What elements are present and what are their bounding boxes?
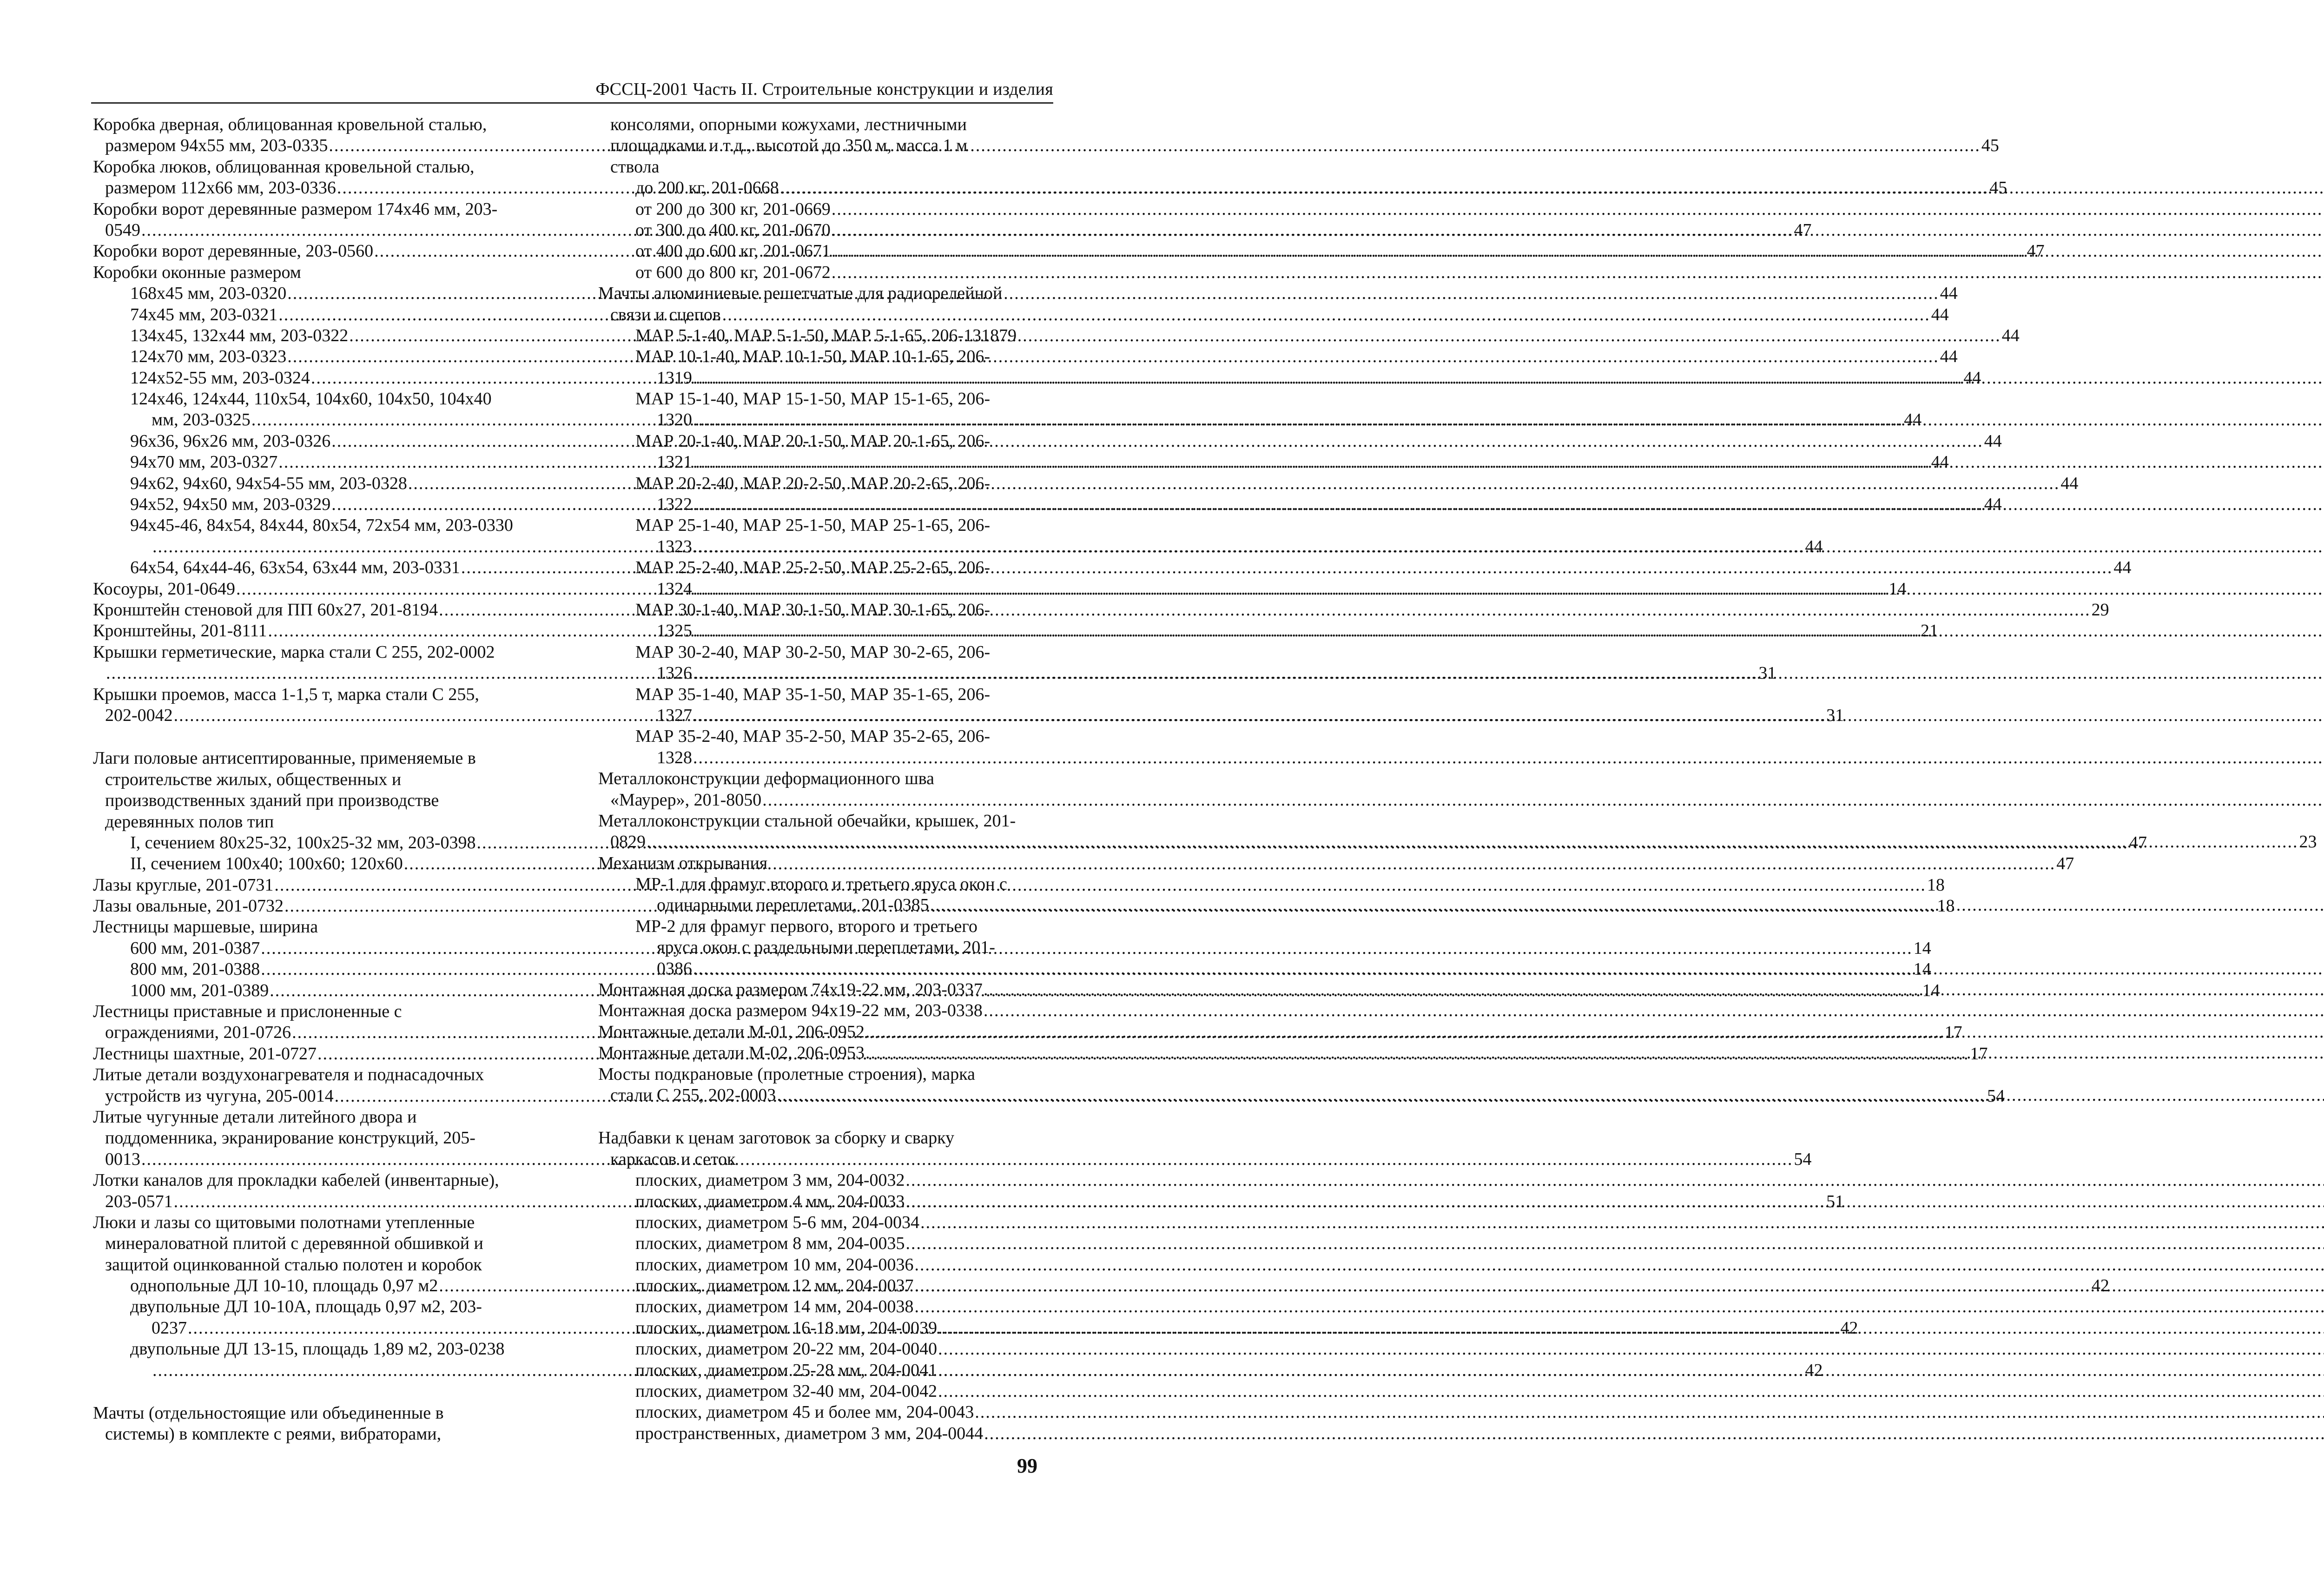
index-line — [598, 346, 1047, 367]
index-entry-text: ограждениями, 201-0726 — [105, 1023, 291, 1043]
index-page-ref: 17 — [1944, 1023, 1962, 1043]
index-page-ref: 14 — [1913, 938, 1931, 958]
index-line — [598, 178, 1047, 198]
index-entry-text: 94x62, 94x60, 94x54-55 мм, 203-0328 — [130, 473, 407, 493]
index-entry-text: 600 мм, 201-0387 — [130, 938, 260, 958]
index-entry-text: размером 112x66 мм, 203-0336 — [105, 178, 336, 198]
index-line — [598, 1170, 1047, 1191]
index-page-ref: 44 — [2113, 558, 2132, 578]
index-entry-text: плоских, диаметром 20-22 мм, 204-0040 — [635, 1339, 938, 1359]
index-page-ref: 45 — [1981, 136, 1999, 156]
index-entry-text: 0549 — [105, 220, 140, 240]
index-line — [598, 874, 1047, 895]
index-line — [598, 642, 1047, 663]
index-line — [598, 684, 1047, 705]
index-line — [598, 1381, 1047, 1402]
index-entry-text: Коробки ворот деревянные размером 174x46 мм, 203- — [93, 199, 498, 219]
index-entry-text: 1321 — [657, 452, 692, 472]
index-entry-text: 800 мм, 201-0388 — [130, 959, 260, 979]
index-line — [93, 1233, 532, 1254]
index-line — [598, 220, 1047, 241]
running-header — [91, 75, 1053, 104]
index-line — [93, 1296, 532, 1317]
index-line — [598, 262, 1047, 283]
index-line — [598, 1339, 1047, 1360]
dot-leader — [832, 220, 2324, 241]
index-entry-text: Монтажная доска размером 94x19-22 мм, 203-0338 — [598, 1001, 983, 1021]
dot-leader — [762, 790, 2324, 811]
index-line — [93, 1128, 532, 1149]
dot-leader — [832, 241, 2324, 262]
index-entry-text: Коробки оконные размером — [93, 262, 301, 282]
index-line — [598, 895, 1047, 916]
index-page-ref: 18 — [1927, 875, 1945, 895]
dot-leader — [906, 1170, 2324, 1191]
dot-leader — [329, 135, 1981, 156]
index-entry-text: от 300 до 400 кг, 201-0670 — [635, 220, 831, 240]
index-line — [93, 114, 532, 135]
index-entry-text: МАР 20-1-40, МАР 20-1-50, МАР 20-1-65, 206- — [635, 431, 990, 451]
dot-leader — [984, 1000, 2324, 1021]
index-page-ref: 14 — [1888, 579, 1907, 599]
dot-leader — [906, 1233, 2324, 1254]
index-entry-text: Мачты (отдельностоящие или объединенные в — [93, 1403, 444, 1423]
index-entry-text: МАР 5-1-40, МАР 5-1-50, МАР 5-1-65, 206-131879 — [635, 325, 1017, 345]
dot-leader — [693, 579, 2324, 600]
index-entry-text: двупольные ДЛ 13-15, площадь 1,89 м2, 203-0238 — [130, 1339, 505, 1359]
dot-leader — [780, 178, 2324, 198]
index-line — [598, 135, 1047, 156]
index-entry-text: плоских, диаметром 3 мм, 204-0032 — [635, 1170, 905, 1190]
index-page-ref: 42 — [1840, 1318, 1858, 1338]
index-entry-text: I, сечением 80x25-32, 100x25-32 мм, 203-0398 — [130, 832, 476, 852]
index-page-ref: 51 — [1826, 1191, 1844, 1211]
index-entry-text: МАР 30-2-40, МАР 30-2-50, МАР 30-2-65, 206- — [635, 642, 990, 662]
index-entry-text: 0386 — [657, 958, 692, 978]
index-page-ref: 54 — [1794, 1149, 1812, 1169]
index-entry-text: от 400 до 600 кг, 201-0671 — [635, 241, 831, 261]
index-line — [598, 1275, 1047, 1296]
index-line — [598, 663, 1047, 684]
index-entry-text: площадками и т.д., высотой до 350 м, масса 1 м — [610, 136, 968, 156]
index-page-ref: 47 — [2027, 241, 2045, 261]
index-line — [598, 811, 1047, 832]
index-line — [598, 473, 1047, 494]
index-entry-text: МАР 25-1-40, МАР 25-1-50, МАР 25-1-65, 206- — [635, 515, 990, 535]
dot-leader — [865, 1043, 2324, 1064]
dot-leader — [984, 979, 2324, 1000]
dot-leader — [693, 494, 2324, 515]
index-entry-text: 96x36, 96x26 мм, 203-0326 — [130, 431, 331, 451]
index-entry-text: плоских, диаметром 8 мм, 204-0035 — [635, 1234, 905, 1254]
dot-leader — [693, 958, 2324, 979]
header-title: ФССЦ-2001 Часть II. Строительные конструкции и изделия — [595, 79, 1053, 99]
index-entry-text: деревянных полов тип — [105, 812, 274, 832]
index-line — [598, 1043, 1047, 1064]
index-entry-text: 94x45-46, 84x54, 84x44, 80x54, 72x54 мм, 203-0330 — [130, 515, 513, 535]
index-page-ref: 44 — [2001, 325, 2020, 345]
index-page-ref: 42 — [1805, 1360, 1823, 1380]
index-line — [598, 494, 1047, 515]
index-entry-text: защитой оцинкованной сталью полотен и коробок — [105, 1255, 482, 1275]
index-entry-text: 1328 — [657, 747, 692, 767]
index-line — [93, 726, 532, 748]
index-entry-text: 124x70 мм, 203-0323 — [130, 347, 287, 367]
index-line — [598, 325, 1047, 346]
index-line — [93, 515, 532, 536]
dot-leader — [938, 1339, 2324, 1360]
index-line — [598, 853, 1047, 874]
index-line — [598, 958, 1047, 979]
dot-leader — [915, 1296, 2324, 1317]
index-line — [598, 283, 1047, 304]
index-entry-text: Мосты подкрановые (пролетные строения), марка — [598, 1064, 976, 1084]
index-line — [598, 241, 1047, 262]
index-entry-text: 202-0042 — [105, 705, 173, 725]
index-entry-text: одинарными переплетами, 201-0385 — [657, 895, 929, 915]
index-line — [598, 705, 1047, 726]
dot-leader — [693, 747, 2324, 768]
index-entry-text: плоских, диаметром 32-40 мм, 204-0042 — [635, 1381, 938, 1401]
index-line — [598, 410, 1047, 430]
index-entry-text: Кронштейны, 201-8111 — [93, 621, 267, 641]
index-page-ref: 44 — [1963, 368, 1981, 388]
index-entry-text: Мачты алюминиевые решетчатые для радиорелейной — [598, 284, 1003, 304]
index-line — [598, 1212, 1047, 1233]
index-entry-text: МР-2 для фрамуг первого, второго и третьего — [635, 916, 977, 936]
index-line — [93, 748, 532, 769]
index-entry-text: 1323 — [657, 536, 692, 556]
index-page-ref: 54 — [1987, 1086, 2005, 1106]
dot-leader — [915, 1255, 2324, 1275]
index-entry-text: 168x45 мм, 203-0320 — [130, 284, 287, 304]
dot-leader — [349, 325, 2001, 346]
dot-leader — [693, 368, 2324, 389]
index-line — [598, 979, 1047, 1000]
index-line — [598, 1106, 1047, 1128]
index-line — [598, 1128, 1047, 1149]
index-entry-text: 134x45, 132x44 мм, 203-0322 — [130, 325, 349, 345]
index-line — [598, 937, 1047, 958]
index-entry-text: МР-1 для фрамуг второго и третьего яруса окон с — [635, 874, 1007, 894]
dot-leader — [975, 1402, 2324, 1423]
index-entry-text: 1326 — [657, 663, 692, 683]
index-entry-text: от 200 до 300 кг, 201-0669 — [635, 199, 831, 219]
index-line — [598, 157, 1047, 178]
index-entry-text: Лаги половые антисептированные, применяемые в — [93, 748, 476, 768]
index-entry-text: 203-0571 — [105, 1191, 173, 1211]
index-line — [93, 812, 532, 832]
index-line — [598, 1022, 1047, 1043]
dot-leader — [693, 452, 2324, 473]
index-entry-text: 1324 — [657, 579, 692, 599]
dot-leader — [832, 199, 2324, 220]
dot-leader — [865, 1022, 2324, 1043]
index-entry-text: Литые чугунные детали литейного двора и — [93, 1107, 417, 1127]
dot-leader — [938, 1381, 2324, 1402]
index-entry-text: стали С 255, 202-0003 — [610, 1085, 776, 1105]
index-entry-text: МАР 10-1-40, МАР 10-1-50, МАР 10-1-65, 206- — [635, 347, 990, 367]
index-entry-text: Надбавки к ценам заготовок за сборку и сварку — [598, 1128, 955, 1148]
dot-leader — [274, 875, 1926, 896]
index-entry-text: Лестницы маршевые, ширина — [93, 917, 318, 937]
index-entry-text: Коробка люков, облицованная кровельной сталью, — [93, 157, 475, 177]
index-line — [93, 1212, 532, 1233]
index-entry-text: Монтажная доска размером 74x19-22 мм, 203-0337 — [598, 980, 983, 1000]
index-entry-text: каркасов и сеток — [610, 1149, 736, 1169]
index-line — [598, 199, 1047, 220]
index-line — [93, 1339, 532, 1360]
index-page-ref: 31 — [1758, 663, 1776, 683]
index-entry-text: Механизм открывания — [598, 853, 768, 873]
index-line — [598, 579, 1047, 600]
index-line — [93, 157, 532, 178]
index-entry-text: МАР 15-1-40, МАР 15-1-50, МАР 15-1-65, 206- — [635, 389, 990, 409]
index-page-ref: 44 — [1940, 284, 1958, 304]
dot-leader — [647, 832, 2298, 852]
index-entry-text: 64x54, 64x44-46, 63x54, 63x44 мм, 203-0331 — [130, 558, 460, 578]
index-entry-text: системы) в комплекте с реями, вибраторами, — [105, 1424, 442, 1444]
index-entry-text: Лестницы шахтные, 201-0727 — [93, 1044, 317, 1064]
dot-leader — [693, 705, 2324, 726]
index-line — [598, 304, 1047, 325]
index-entry-text: 0013 — [105, 1149, 140, 1169]
index-entry-text: Лотки каналов для прокладки кабелей (инвентарные), — [93, 1170, 499, 1190]
index-line — [598, 1064, 1047, 1085]
index-entry-text: устройств из чугуна, 205-0014 — [105, 1086, 334, 1106]
index-line — [93, 642, 532, 663]
index-page-ref: 47 — [2129, 832, 2147, 852]
index-line — [598, 1360, 1047, 1381]
dot-leader — [938, 1318, 2324, 1339]
index-entry-text: 1325 — [657, 621, 692, 641]
index-page-ref: 44 — [1984, 495, 2002, 515]
index-entry-text: плоских, диаметром 12 мм, 204-0037 — [635, 1276, 914, 1296]
index-line — [93, 262, 532, 283]
index-line — [598, 1318, 1047, 1339]
index-line — [93, 1424, 532, 1445]
index-page-ref: 44 — [1931, 452, 1949, 472]
index-entry-text: 1000 мм, 201-0389 — [130, 980, 269, 1000]
index-entry-text: яруса окон с раздельными переплетами, 201- — [657, 938, 996, 958]
index-line — [598, 536, 1047, 557]
index-line — [598, 1149, 1047, 1170]
index-page-ref: 47 — [2056, 854, 2074, 874]
index-line — [598, 726, 1047, 747]
index-line — [598, 1255, 1047, 1275]
dot-leader — [920, 1212, 2324, 1233]
dot-leader — [832, 262, 2324, 283]
dot-leader — [938, 1360, 2324, 1381]
page-number: 99 — [1017, 1454, 1037, 1477]
dot-leader — [777, 1085, 2324, 1106]
index-entry-text: Литые детали воздухонагревателя и поднасадочных — [93, 1065, 484, 1085]
index-entry-text: 124x46, 124x44, 110x54, 104x60, 104x50, 104x40 — [130, 389, 492, 409]
index-line — [598, 1191, 1047, 1212]
index-entry-text: плоских, диаметром 14 мм, 204-0038 — [635, 1297, 914, 1317]
index-entry-text: Лазы круглые, 201-0731 — [93, 875, 274, 895]
index-entry-text: плоских, диаметром 5-6 мм, 204-0034 — [635, 1212, 920, 1232]
index-page-ref: 14 — [1913, 959, 1931, 979]
index-page-ref: 17 — [1970, 1044, 1988, 1064]
index-line — [598, 1233, 1047, 1254]
index-line — [93, 1255, 532, 1275]
dot-leader — [693, 621, 2324, 641]
dot-leader — [984, 1423, 2324, 1444]
index-entry-text: МАР 20-2-40, МАР 20-2-50, МАР 20-2-65, 206- — [635, 473, 990, 493]
index-entry-text: Люки и лазы со щитовыми полотнами утепленные — [93, 1212, 475, 1232]
index-line — [93, 917, 532, 938]
index-entry-text: производственных зданий при производстве — [105, 791, 439, 811]
index-line — [93, 1064, 532, 1085]
index-entry-text: 1320 — [657, 410, 692, 430]
index-line — [598, 452, 1047, 473]
index-entry-text: Крышки проемов, масса 1-1,5 т, марка стали С 255, — [93, 684, 479, 704]
index-entry-text: Монтажные детали М-02, 206-0953 — [598, 1043, 865, 1063]
index-line — [598, 431, 1047, 452]
index-line — [598, 1423, 1047, 1444]
index-page-ref: 47 — [1794, 220, 1812, 240]
index-line — [598, 747, 1047, 768]
index-line — [598, 916, 1047, 937]
index-entry-text: размером 94x55 мм, 203-0335 — [105, 136, 328, 156]
dot-leader — [930, 895, 2324, 916]
index-entry-text: 1327 — [657, 705, 692, 725]
index-page-ref: 31 — [1826, 705, 1844, 725]
index-line — [93, 1403, 532, 1424]
index-line — [93, 769, 532, 790]
index-entry-text: плоских, диаметром 16-18 мм, 204-0039 — [635, 1318, 938, 1338]
index-line — [598, 114, 1047, 135]
index-entry-text: Коробки ворот деревянные, 203-0560 — [93, 241, 374, 261]
index-line — [598, 600, 1047, 621]
index-entry-text: Крышки герметические, марка стали С 255, 202-0002 — [93, 642, 495, 662]
index-entry-text: 0829 — [610, 832, 646, 852]
index-entry-text: Лестницы приставные и прислоненные с — [93, 1002, 402, 1022]
index-page-ref: 14 — [1922, 980, 1940, 1000]
index-entry-text: плоских, диаметром 45 и более мм, 204-0043 — [635, 1402, 974, 1422]
index-line — [93, 1107, 532, 1128]
index-entry-text: плоских, диаметром 25-28 мм, 204-0041 — [635, 1360, 938, 1380]
index-line — [598, 1402, 1047, 1423]
index-entry-text: 0237 — [152, 1318, 187, 1338]
index-line — [598, 621, 1047, 641]
index-entry-text: Металлоконструкции деформационного шва — [598, 769, 935, 789]
index-entry-text: ствола — [610, 157, 660, 177]
index-line — [598, 1296, 1047, 1317]
index-entry-text: МАР 25-2-40, МАР 25-2-50, МАР 25-2-65, 206- — [635, 558, 990, 578]
index-entry-text: 94x52, 94x50 мм, 203-0329 — [130, 495, 331, 515]
index-entry-text: Монтажные детали М-01, 206-0952 — [598, 1022, 865, 1042]
dot-leader — [331, 431, 1983, 452]
index-line — [93, 1381, 532, 1403]
index-entry-text: плоских, диаметром 4 мм, 204-0033 — [635, 1191, 905, 1211]
index-entry-text: Косоуры, 201-0649 — [93, 579, 236, 599]
index-line — [598, 368, 1047, 389]
index-entry-text: МАР 30-1-40, МАР 30-1-50, МАР 30-1-65, 206- — [635, 600, 990, 620]
index-entry-text: минераловатной плитой с деревянной обшивкой и — [105, 1234, 483, 1254]
index-line — [93, 684, 532, 705]
dot-leader — [693, 536, 2324, 557]
dot-leader — [278, 304, 1930, 325]
dot-leader — [261, 938, 1913, 959]
index-line — [598, 557, 1047, 578]
dot-leader — [693, 410, 2324, 430]
dot-leader — [906, 1191, 2324, 1212]
index-entry-text: консолями, опорными кожухами, лестничными — [610, 115, 967, 134]
index-entry-text: до 200 кг, 201-0668 — [635, 178, 779, 198]
index-entry-text: пространственных, диаметром 3 мм, 204-0044 — [635, 1423, 984, 1443]
index-entry-text: «Маурер», 201-8050 — [610, 790, 762, 810]
index-entry-text: строительстве жилых, общественных и — [105, 769, 402, 789]
index-line — [93, 389, 532, 410]
index-entry-text: Коробка дверная, облицованная кровельной сталью, — [93, 115, 487, 134]
index-entry-text: 94x70 мм, 203-0327 — [130, 452, 278, 472]
index-line — [598, 389, 1047, 410]
index-page-ref: 44 — [1984, 431, 2002, 451]
index-page-ref: 18 — [1937, 896, 1955, 916]
index-line — [93, 1170, 532, 1191]
dot-leader — [693, 663, 2324, 684]
index-page-ref: 44 — [1904, 410, 1922, 430]
index-entry-text: Лазы овальные, 201-0732 — [93, 896, 284, 916]
index-entry-text: мм, 203-0325 — [152, 410, 251, 430]
index-line — [598, 515, 1047, 536]
index-page-ref: 42 — [2091, 1276, 2109, 1296]
index-page-ref: 45 — [1989, 178, 2007, 198]
dot-leader — [287, 283, 1939, 304]
index-entry-text: 74x45 мм, 203-0321 — [130, 304, 278, 324]
index-entry-text: МАР 35-2-40, МАР 35-2-50, МАР 35-2-65, 206- — [635, 727, 990, 746]
index-page-ref: 44 — [1931, 304, 1949, 324]
index-page-ref: 23 — [2299, 832, 2317, 852]
index-line — [598, 790, 1047, 811]
index-line — [93, 1001, 532, 1022]
index-page-ref: 29 — [2091, 600, 2109, 620]
index-entry-text: 124x52-55 мм, 203-0324 — [130, 368, 310, 388]
index-entry-text: 1319 — [657, 368, 692, 388]
index-line — [598, 768, 1047, 789]
index-page-ref: 44 — [2060, 473, 2079, 493]
index-entry-text: поддоменника, экранирование конструкций, 205- — [105, 1128, 475, 1148]
index-page-ref: 44 — [1940, 347, 1958, 367]
index-entry-text: МАР 35-1-40, МАР 35-1-50, МАР 35-1-65, 206- — [635, 684, 990, 704]
dot-leader — [915, 1275, 2324, 1296]
index-line — [598, 1085, 1047, 1106]
index-entry-text: плоских, диаметром 10 мм, 204-0036 — [635, 1255, 914, 1275]
index-entry-text: Металлоконструкции стальной обечайки, крышек, 201- — [598, 811, 1016, 831]
index-line — [598, 1000, 1047, 1021]
index-entry-text: однопольные ДЛ 10-10, площадь 0,97 м2 — [130, 1276, 438, 1296]
index-entry-text: двупольные ДЛ 10-10А, площадь 0,97 м2, 203- — [130, 1297, 482, 1317]
index-page-ref: 44 — [1805, 536, 1823, 556]
index-entry-text: от 600 до 800 кг, 201-0672 — [635, 262, 831, 282]
index-entry-text: II, сечением 100x40; 100x60; 120x60 — [130, 854, 403, 874]
dot-leader — [287, 346, 1939, 367]
index-line — [93, 199, 532, 220]
index-entry-text: 1322 — [657, 495, 692, 515]
index-entry-text: связи и сцепов — [610, 304, 721, 324]
index-page-ref: 21 — [1920, 621, 1938, 641]
index-entry-text: Кронштейн стеновой для ПП 60x27, 201-8194 — [93, 600, 438, 620]
index-line — [93, 790, 532, 811]
